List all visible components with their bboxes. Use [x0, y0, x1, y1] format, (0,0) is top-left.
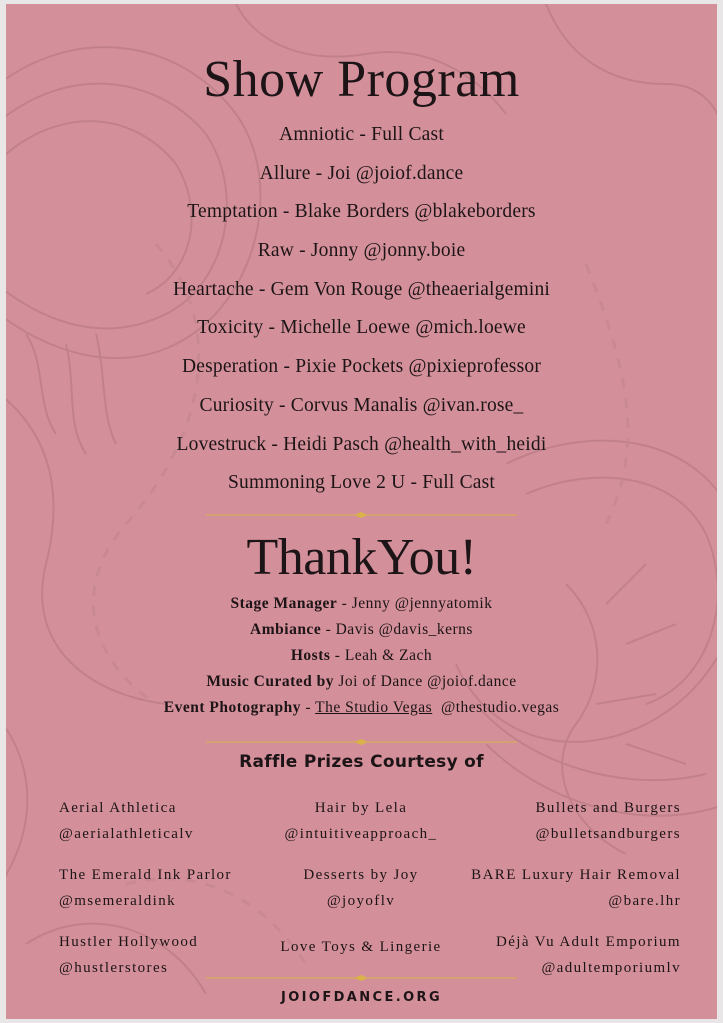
sponsor-handle: @adultemporiumlv: [541, 960, 681, 976]
program-item: Heartache - Gem Von Rouge @theaerialgemini: [172, 278, 551, 300]
gold-divider: [206, 738, 517, 746]
website-footer[interactable]: JOIOFDANCE.ORG: [280, 990, 443, 1005]
sponsor-name: Desserts by Joy: [303, 867, 419, 883]
raffle-prizes-grid: [6, 794, 717, 984]
credit-line: [6, 697, 717, 723]
sponsor-name: Love Toys & Lingerie: [280, 939, 442, 955]
credit-role: Hosts: [290, 647, 331, 664]
credit-line: [6, 645, 717, 671]
sponsor-name: BARE Luxury Hair Removal: [471, 867, 681, 883]
show-program-title: Show Program: [203, 51, 520, 108]
studio-vegas-link[interactable]: The Studio Vegas: [315, 699, 433, 716]
program-item: Toxicity - Michelle Loewe @mich.loewe: [197, 317, 526, 339]
credit-text: -: [301, 699, 316, 716]
sponsor-handle: @joyoflv: [326, 893, 396, 909]
sponsor-name: Déjà Vu Adult Emporium: [495, 934, 681, 950]
sponsor-name: Bullets and Burgers: [535, 800, 681, 816]
program-item: Allure - Joi @joiof.dance: [259, 162, 464, 184]
credit-text: - Leah & Zach: [330, 647, 433, 664]
program-item: Temptation - Blake Borders @blakeborders: [187, 201, 536, 223]
credit-text: - Davis @davis_kerns: [321, 621, 473, 638]
gold-divider: [206, 974, 517, 982]
prize-sponsor: [261, 865, 461, 916]
prize-sponsor: [59, 865, 232, 916]
sponsor-handle: @intuitiveapproach_: [284, 826, 438, 842]
program-page: [6, 4, 717, 1019]
gold-divider: [206, 511, 517, 519]
page-content: [6, 4, 717, 1019]
credit-line: [6, 671, 717, 697]
credit-line: [6, 619, 717, 645]
sponsor-handle: @msemeraldink: [59, 893, 176, 909]
sponsor-handle: @bulletsandburgers: [535, 826, 681, 842]
prize-sponsor: [471, 865, 681, 916]
credit-role: Event Photography: [163, 699, 301, 716]
sponsor-handle: @hustlerstores: [59, 960, 169, 976]
prize-sponsor: [536, 798, 681, 849]
sponsor-handle: @aerialathleticalv: [59, 826, 194, 842]
credit-text: @thestudio.vegas: [432, 699, 560, 716]
program-item: Curiosity - Corvus Manalis @ivan.rose_: [199, 394, 524, 416]
sponsor-handle: @bare.lhr: [608, 893, 681, 909]
sponsor-name: Hair by Lela: [314, 800, 408, 816]
program-item: Amniotic - Full Cast: [279, 124, 444, 145]
program-item: Desperation - Pixie Pockets @pixieprofessor: [181, 356, 542, 378]
program-item: Lovestruck - Heidi Pasch @health_with_heidi: [176, 433, 547, 455]
credits-list: [6, 593, 717, 723]
credit-role: Music Curated by: [206, 673, 335, 690]
thank-you-title: ThankYou!: [246, 529, 477, 586]
sponsor-name: Hustler Hollywood: [59, 934, 199, 950]
program-item: Raw - Jonny @jonny.boie: [257, 240, 466, 262]
prize-sponsor: [59, 932, 198, 983]
raffle-prizes-heading: Raffle Prizes Courtesy of: [239, 752, 484, 772]
credit-role: Stage Manager: [230, 595, 338, 612]
program-item: Summoning Love 2 U - Full Cast: [227, 472, 496, 494]
program-list: [6, 122, 717, 509]
prize-sponsor: [261, 798, 461, 849]
credit-text: Joi of Dance @joiof.dance: [334, 673, 517, 690]
prize-sponsor: [59, 798, 194, 849]
credit-role: Ambiance: [250, 621, 322, 638]
prize-sponsor: [496, 932, 681, 983]
sponsor-name: The Emerald Ink Parlor: [59, 867, 232, 883]
credit-text: - Jenny @jennyatomik: [337, 595, 493, 612]
prize-sponsor: [261, 937, 461, 962]
sponsor-name: Aerial Athletica: [59, 800, 177, 816]
credit-line: [6, 593, 717, 619]
